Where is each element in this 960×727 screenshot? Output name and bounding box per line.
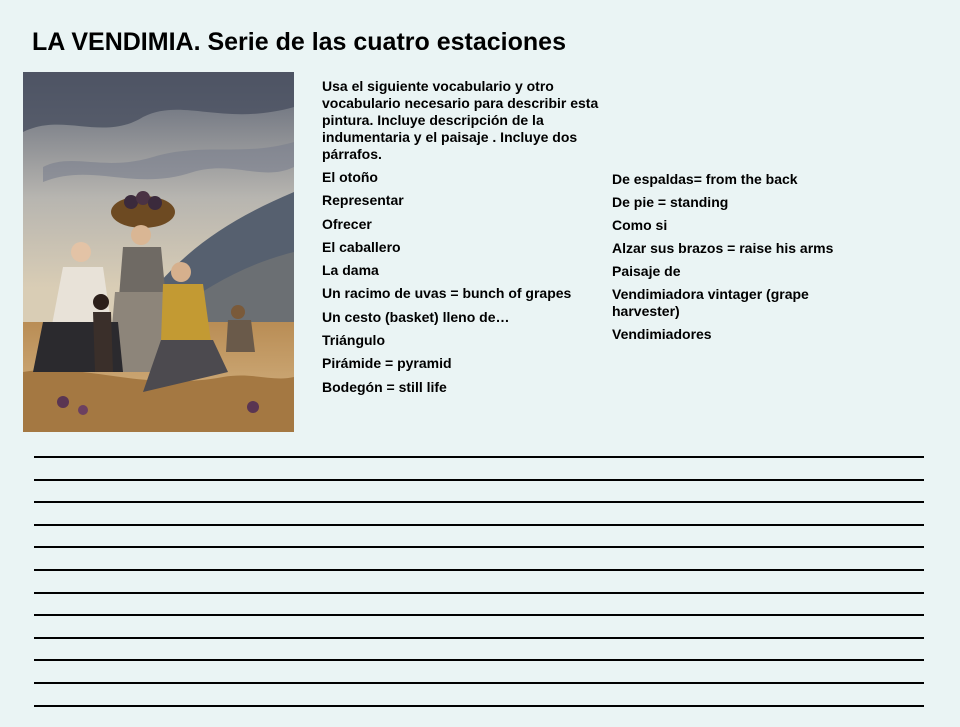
vocab-item: Representar <box>322 192 404 209</box>
vocabulary-list-right <box>612 171 852 343</box>
writing-lines <box>34 456 924 727</box>
vocab-item: Como si <box>612 217 668 233</box>
instructions-text: Usa el siguiente vocabulario y otro vocabulario necesario para describir esta pintura. Incluye descripción de la indumentaria y el paisaje . Incluye dos párrafos. <box>322 78 599 162</box>
painting-illustration <box>23 72 294 432</box>
vocab-item: Ofrecer <box>322 215 372 232</box>
writing-line <box>34 637 924 639</box>
vocab-item: Vendimiadores <box>612 326 712 342</box>
vocab-item: Triángulo <box>322 332 385 349</box>
writing-line <box>34 546 924 548</box>
vocab-item: Bodegón = still life <box>322 378 447 395</box>
writing-line <box>34 524 924 526</box>
vocab-item: Alzar sus brazos = raise his arms <box>612 240 834 256</box>
vocab-item: De pie = standing <box>612 194 729 210</box>
vocab-item: El otoño <box>322 169 378 185</box>
vocab-item: Un racimo de uvas = bunch of grapes <box>322 285 572 302</box>
right-text-column <box>612 171 852 349</box>
vocab-item: De espaldas= from the back <box>612 171 798 187</box>
painting-image <box>23 72 294 432</box>
left-text-column <box>322 78 622 402</box>
writing-line <box>34 456 924 458</box>
writing-line <box>34 479 924 481</box>
vocab-item: La dama <box>322 262 379 279</box>
vocabulary-list-left <box>322 169 622 402</box>
page-title: LA VENDIMIA. Serie de las cuatro estaciones <box>32 28 566 56</box>
writing-line <box>34 659 924 661</box>
writing-line <box>34 614 924 616</box>
vocab-item: Vendimiadora vintager (grape harvester) <box>612 286 809 319</box>
vocab-item: Pirámide = pyramid <box>322 355 452 372</box>
vocab-item: El caballero <box>322 238 401 255</box>
writing-line <box>34 682 924 684</box>
writing-line <box>34 705 924 707</box>
vocab-item: Un cesto (basket) lleno de… <box>322 308 510 325</box>
writing-line <box>34 569 924 571</box>
writing-line <box>34 501 924 503</box>
vocab-item: Paisaje de <box>612 263 681 279</box>
writing-line <box>34 592 924 594</box>
